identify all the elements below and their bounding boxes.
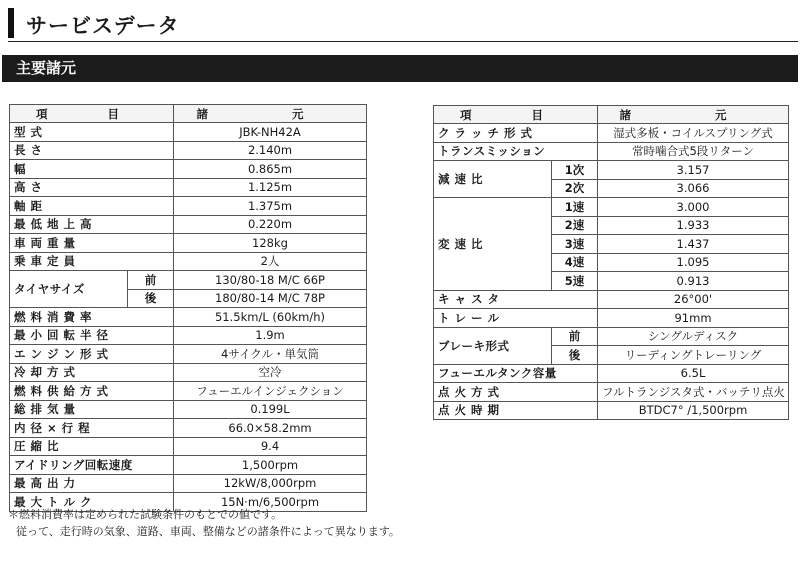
row-label: アイドリング回転速度 [10, 456, 174, 475]
row-label: エ ン ジ ン 形 式 [10, 345, 174, 364]
table-row [434, 309, 789, 328]
row-label: 幅 [10, 160, 174, 179]
table-row [434, 401, 789, 420]
table-row [10, 474, 367, 493]
row-label: 乗 車 定 員 [10, 252, 174, 271]
header-spec: 諸 元 [174, 105, 367, 123]
row-value: 常時噛合式5段リターン [598, 142, 789, 161]
table-row [10, 456, 367, 475]
table-row [10, 141, 367, 160]
row-value: 1.9m [174, 326, 367, 345]
row-sublabel: 1次 [552, 161, 598, 180]
row-value: 0.913 [598, 272, 789, 291]
row-label: 点 火 方 式 [434, 383, 598, 402]
row-sublabel: 4速 [552, 253, 598, 272]
table-row [434, 290, 789, 309]
page-header [8, 6, 798, 42]
header-item: 項 目 [434, 106, 598, 124]
row-label: 最 高 出 力 [10, 474, 174, 493]
row-value: 湿式多板・コイルスプリング式 [598, 124, 789, 143]
table-row [10, 363, 367, 382]
row-sublabel: 後 [128, 289, 174, 308]
header-spec: 諸 元 [598, 106, 789, 124]
main-spec-table-left [9, 104, 367, 512]
title-accent-bar [8, 8, 14, 38]
row-value: 3.000 [598, 198, 789, 217]
row-label: トランスミッション [434, 142, 598, 161]
row-value: 6.5L [598, 364, 789, 383]
row-value: 1.095 [598, 253, 789, 272]
table-row [10, 197, 367, 216]
row-value: 9.4 [174, 437, 367, 456]
row-label: タイヤサイズ [10, 271, 128, 308]
table-row [434, 142, 789, 161]
row-label: フューエルタンク容量 [434, 364, 598, 383]
row-label: 車 両 重 量 [10, 234, 174, 253]
row-value: 51.5km/L (60km/h) [174, 308, 367, 327]
row-value: 128kg [174, 234, 367, 253]
table-row [10, 178, 367, 197]
row-value: 3.066 [598, 179, 789, 198]
row-sublabel: 前 [552, 327, 598, 346]
row-label: 内 径 × 行 程 [10, 419, 174, 438]
row-value: 2.140m [174, 141, 367, 160]
row-label: 燃 料 消 費 率 [10, 308, 174, 327]
row-value: 0.220m [174, 215, 367, 234]
table-row [434, 383, 789, 402]
table-row [10, 345, 367, 364]
row-value: リーディングトレーリング [598, 346, 789, 365]
row-value: 12kW/8,000rpm [174, 474, 367, 493]
row-label: 点 火 時 期 [434, 401, 598, 420]
row-value: フューエルインジェクション [174, 382, 367, 401]
row-sublabel: 後 [552, 346, 598, 365]
row-sublabel: 5速 [552, 272, 598, 291]
table-row [434, 327, 789, 346]
table-row [10, 123, 367, 142]
main-spec-table-right [433, 105, 789, 420]
table-row [10, 326, 367, 345]
row-value: 1,500rpm [174, 456, 367, 475]
row-value: 0.199L [174, 400, 367, 419]
row-value: JBK-NH42A [174, 123, 367, 142]
row-sublabel: 1速 [552, 198, 598, 217]
page-title: サービスデータ [26, 14, 180, 38]
row-value: 1.437 [598, 235, 789, 254]
table-row [10, 215, 367, 234]
row-value: 1.125m [174, 178, 367, 197]
table-header-row [434, 106, 789, 124]
row-value: 130/80-18 M/C 66P [174, 271, 367, 290]
row-label: ブレーキ形式 [434, 327, 552, 364]
row-label: 型 式 [10, 123, 174, 142]
row-label: 最 大 ト ル ク [10, 493, 174, 512]
table-row [10, 382, 367, 401]
row-label: ク ラ ッ チ 形 式 [434, 124, 598, 143]
row-value: 180/80-14 M/C 78P [174, 289, 367, 308]
row-value: 0.865m [174, 160, 367, 179]
table-row [434, 124, 789, 143]
table-row [434, 198, 789, 217]
row-value: 66.0×58.2mm [174, 419, 367, 438]
row-value: シングルディスク [598, 327, 789, 346]
footnote-fuel: ＊燃料消費率は定められた試験条件のもとでの値です。 [8, 508, 283, 521]
row-label: 燃 料 供 給 方 式 [10, 382, 174, 401]
row-value: 15N·m/6,500rpm [174, 493, 367, 512]
section-heading: 主要諸元 [2, 55, 798, 82]
table-row [10, 234, 367, 253]
row-label: 軸 距 [10, 197, 174, 216]
row-value: フルトランジスタ式・バッテリ点火 [598, 383, 789, 402]
row-label: 最 小 回 転 半 径 [10, 326, 174, 345]
row-label: 高 さ [10, 178, 174, 197]
footnote-conditions: 従って、走行時の気象、道路、車両、整備などの諸条件によって異なります。 [16, 525, 400, 538]
table-row [10, 252, 367, 271]
row-value: 2人 [174, 252, 367, 271]
table-row [434, 161, 789, 180]
row-value: 4サイクル・単気筒 [174, 345, 367, 364]
row-value: 1.375m [174, 197, 367, 216]
row-label: ト レ ー ル [434, 309, 598, 328]
row-label: 減 速 比 [434, 161, 552, 198]
row-label: 最 低 地 上 高 [10, 215, 174, 234]
row-value: 3.157 [598, 161, 789, 180]
table-row [10, 308, 367, 327]
table-row [10, 271, 367, 290]
row-label: 圧 縮 比 [10, 437, 174, 456]
row-label: 総 排 気 量 [10, 400, 174, 419]
row-value: 空冷 [174, 363, 367, 382]
table-row [434, 364, 789, 383]
row-label: 長 さ [10, 141, 174, 160]
title-underline [8, 41, 798, 42]
header-item: 項 目 [10, 105, 174, 123]
row-sublabel: 前 [128, 271, 174, 290]
row-label: 変 速 比 [434, 198, 552, 291]
row-value: BTDC7° /1,500rpm [598, 401, 789, 420]
row-label: 冷 却 方 式 [10, 363, 174, 382]
row-sublabel: 3速 [552, 235, 598, 254]
row-value: 1.933 [598, 216, 789, 235]
table-header-row [10, 105, 367, 123]
row-sublabel: 2次 [552, 179, 598, 198]
row-value: 26°00' [598, 290, 789, 309]
table-row [10, 400, 367, 419]
row-label: キ ャ ス タ [434, 290, 598, 309]
row-value: 91mm [598, 309, 789, 328]
table-row [10, 160, 367, 179]
table-row [10, 419, 367, 438]
row-sublabel: 2速 [552, 216, 598, 235]
table-row [10, 437, 367, 456]
